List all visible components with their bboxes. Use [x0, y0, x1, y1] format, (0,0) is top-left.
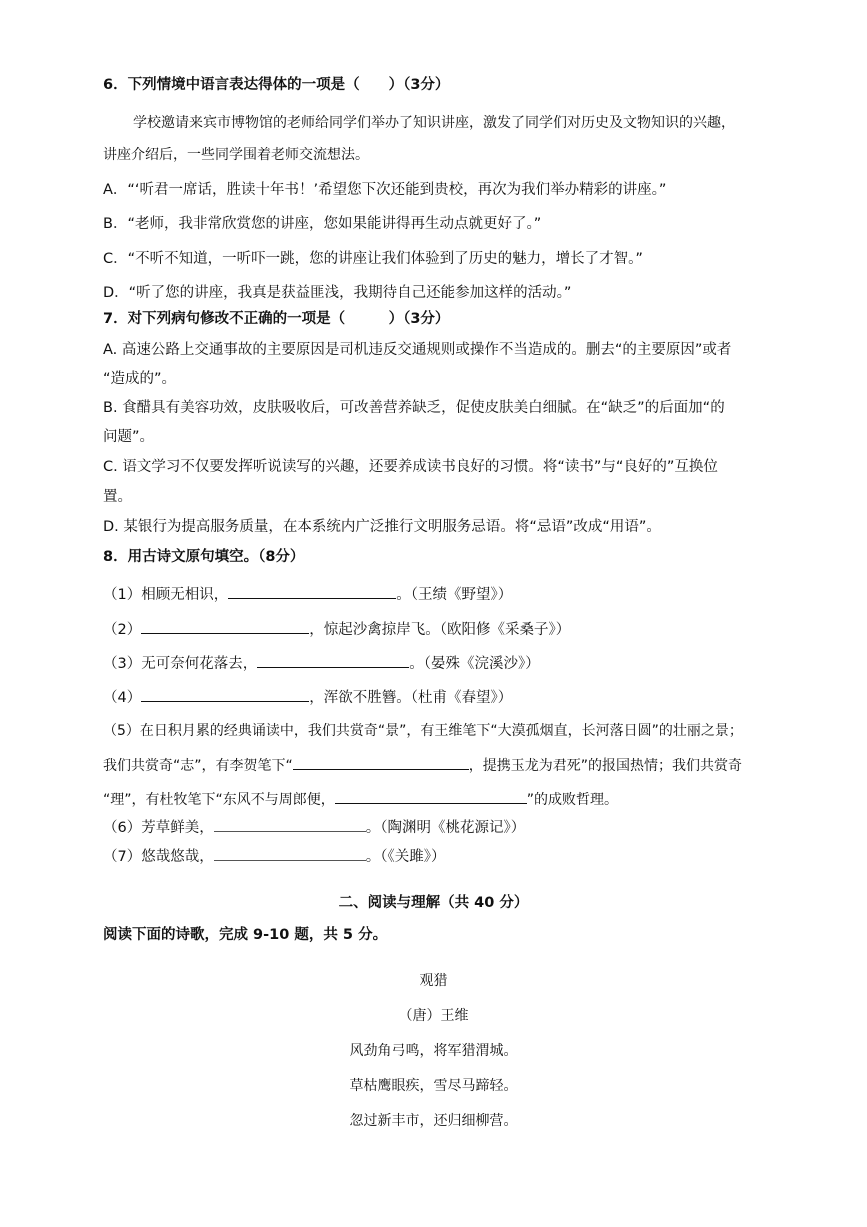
q8-item-6-prefix: （6）芳草鲜美，: [103, 820, 214, 836]
q6-context-line-1: 学校邀请来宾市博物馆的老师给同学们举办了知识讲座，激发了同学们对历史及文物知识的兴趣，: [133, 115, 735, 131]
q8-item-5-line-2: [103, 755, 742, 776]
q7-stem: 7．对下列病句修改不正确的一项是（ ）（3分）: [103, 311, 450, 327]
q6-context-line-2: 讲座介绍后，一些同学围着老师交流想法。: [103, 147, 369, 163]
q6-option-b: B．“老师，我非常欣赏您的讲座，您如果能讲得再生动点就更好了。”: [103, 216, 542, 232]
q8-item-2-blank: [141, 619, 309, 634]
poem-author: （唐）王维: [398, 1008, 469, 1024]
q8-stem: 8．用古诗文原句填空。（8分）: [103, 549, 305, 565]
q8-item-6-suffix: 。（陶渊明《桃花源记》）: [365, 820, 526, 836]
q8-item-1-blank: [228, 584, 396, 599]
q8-item-7-suffix: 。（《关雎》）: [365, 849, 446, 865]
q8-item-2-prefix: （2）: [103, 622, 142, 638]
q7-option-d: D. 某银行为提高服务质量，在本系统内广泛推行文明服务忌语。将“忌语”改成“用语”。: [103, 519, 661, 535]
q7-option-b-line-2: 问题”。: [103, 429, 155, 445]
q8-item-4-prefix: （4）: [103, 690, 142, 706]
q8-item-5-line-3-suffix: ”的成败哲理。: [526, 792, 619, 808]
q8-item-5-line-2-suffix: ，提携玉龙为君死”的报国热情；我们共赏奇: [468, 758, 743, 774]
q8-item-2-suffix: ，惊起沙禽掠岸飞。（欧阳修《采桑子》）: [309, 622, 571, 638]
q8-item-7: [103, 846, 445, 867]
q8-item-3: [103, 653, 540, 674]
q6-option-d: D．“听了您的讲座，我真是获益匪浅，我期待自己还能参加这样的活动。”: [103, 285, 572, 301]
q8-item-5-line-3: [103, 789, 618, 810]
q7-option-b-line-1: B. 食醋具有美容功效，皮肤吸收后，可改善营养缺乏，促使皮肤美白细腻。在“缺乏”的后面加“的: [103, 400, 725, 416]
q8-item-2: [103, 619, 570, 640]
q7-option-c-line-2: 置。: [103, 489, 132, 505]
poem-line-1: 风劲角弓鸣，将军猎渭城。: [349, 1043, 518, 1059]
poem-line-2: 草枯鹰眼疾，雪尽马蹄轻。: [349, 1078, 518, 1094]
q8-item-4: [103, 687, 512, 708]
q8-item-4-blank: [141, 687, 309, 702]
q8-item-3-suffix: 。（晏殊《浣溪沙》）: [409, 656, 540, 672]
q8-item-1-prefix: （1）相顾无相识，: [103, 587, 229, 603]
q8-item-1: [103, 584, 512, 605]
poem-line-3: 忽过新丰市，还归细柳营。: [349, 1113, 518, 1129]
q6-option-a: A．“‘听君一席话，胜读十年书！’希望您下次还能到贵校，再次为我们举办精彩的讲座。”: [103, 182, 667, 198]
q8-item-7-prefix: （7）悠哉悠哉，: [103, 849, 214, 865]
section-2-instruction: 阅读下面的诗歌，完成 9-10 题，共 5 分。: [103, 927, 388, 943]
poem-title: 观猎: [419, 973, 448, 989]
section-2-heading: 二、阅读与理解（共 40 分）: [338, 895, 529, 911]
q6-stem: 6．下列情境中语言表达得体的一项是（ ）（3分）: [103, 77, 450, 93]
q8-item-5-blank-1: [293, 755, 469, 770]
q8-item-7-blank: [214, 846, 366, 861]
q8-item-4-suffix: ，浑欲不胜簪。（杜甫《春望》）: [309, 690, 513, 706]
q8-item-5-line-2-prefix: 我们共赏奇“志”，有李贺笔下“: [103, 758, 293, 774]
q6-option-c: C．“不听不知道，一听吓一跳，您的讲座让我们体验到了历史的魅力，增长了才智。”: [103, 251, 643, 267]
q8-item-3-prefix: （3）无可奈何花落去，: [103, 656, 258, 672]
q8-item-5-blank-2: [335, 789, 527, 804]
q8-item-6-blank: [214, 817, 366, 832]
q7-option-a-line-1: A. 高速公路上交通事故的主要原因是司机违反交通规则或操作不当造成的。删去“的主要原因”或者: [103, 342, 732, 358]
q8-item-3-blank: [257, 653, 409, 668]
q8-item-1-suffix: 。（王绩《野望》）: [396, 587, 513, 603]
q7-option-a-line-2: “造成的”。: [103, 371, 177, 387]
q7-option-c-line-1: C. 语文学习不仅要发挥听说读写的兴趣，还要养成读书良好的习惯。将“读书”与“良好的”互换位: [103, 459, 718, 475]
q8-item-5-line-1: （5）在日积月累的经典诵读中，我们共赏奇“景”，有王维笔下“大漠孤烟直，长河落日圆”的壮丽之景；: [103, 723, 743, 739]
q8-item-5-line-3-prefix: “理”，有杜牧笔下“东风不与周郎便，: [103, 792, 335, 808]
q8-item-6: [103, 817, 525, 838]
